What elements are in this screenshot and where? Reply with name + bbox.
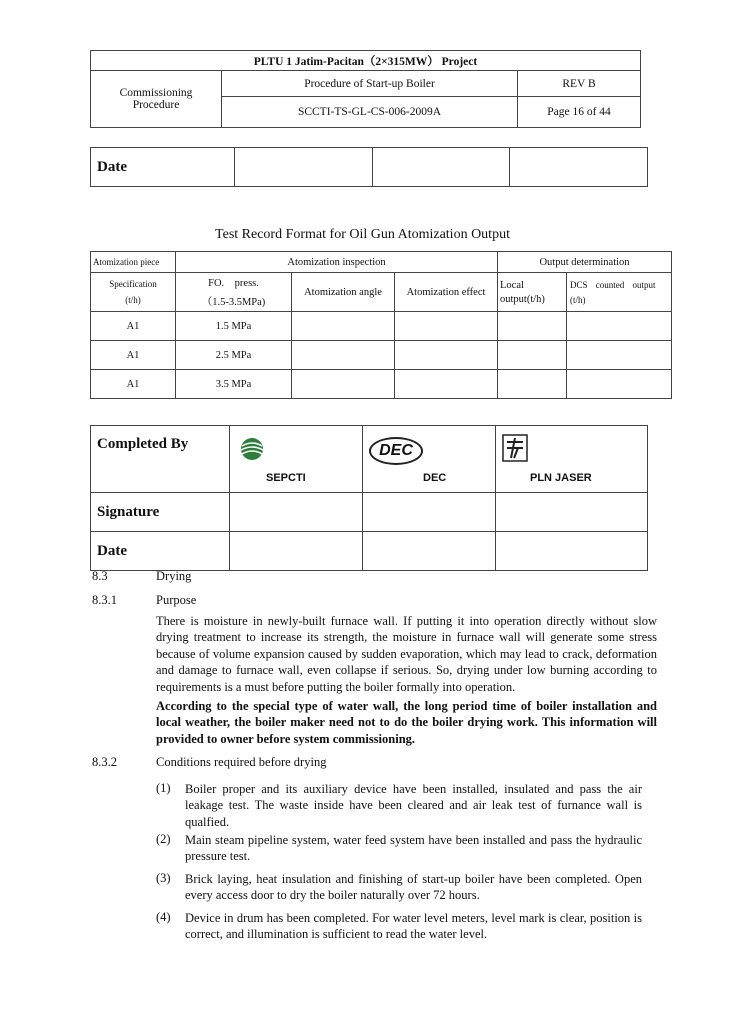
revision: REV B — [518, 71, 641, 97]
section-8-3-2-number: 8.3.2 — [92, 755, 117, 769]
col-atomization-inspection: Atomization inspection — [176, 252, 498, 273]
signoff-table — [90, 425, 648, 571]
drying-note-paragraph: According to the special type of water wall, the long period time of boiler installation and local weather, the boiler maker need not to do the boiler drying work. This information will provided to owner before system commissioning. — [156, 699, 657, 746]
signature-cell-2 — [363, 493, 496, 532]
row-press: 1.5 MPa — [176, 312, 292, 341]
list-item: Boiler proper and its auxiliary device have been installed, insulated and pass the air leakage test. The waste inside have been cleared and air leak test of furnance wall is qualfied. — [185, 782, 642, 829]
row-local — [498, 341, 567, 370]
row-effect — [395, 312, 498, 341]
list-item: Brick laying, heat insulation and finishing of start-up boiler have been completed. Open every access door to dry the boiler naturally over 72 hours. — [185, 872, 642, 903]
dcs-label: DCS counted output — [570, 279, 656, 290]
col-dcs-output — [567, 273, 672, 312]
specification-unit: (t/h) — [125, 295, 141, 305]
row-spec: A1 — [91, 312, 176, 341]
signoff-date-cell-1 — [230, 532, 363, 571]
org-pln-cell — [496, 426, 648, 493]
row-dcs — [567, 312, 672, 341]
test-record-title: Test Record Format for Oil Gun Atomization Output — [215, 227, 510, 242]
date-box — [90, 147, 648, 187]
local-unit: output(t/h) — [500, 293, 545, 305]
col-atomization-piece: Atomization piece — [91, 252, 176, 273]
table-row — [91, 370, 672, 399]
list-item-number: (3) — [156, 871, 171, 885]
signoff-date-cell-2 — [363, 532, 496, 571]
org-dec: DEC — [423, 472, 447, 484]
row-effect — [395, 341, 498, 370]
row-angle — [292, 341, 395, 370]
dec-logo-icon: DEC — [369, 437, 423, 465]
col-specification — [91, 273, 176, 312]
row-press: 3.5 MPa — [176, 370, 292, 399]
test-record-table — [90, 251, 672, 399]
org-dec-cell — [363, 426, 496, 493]
org-sepcti-cell — [230, 426, 363, 493]
date-cell-2 — [372, 148, 510, 187]
commissioning-procedure-label: Commissioning Procedure — [91, 71, 222, 128]
date-label: Date — [91, 148, 235, 187]
row-spec: A1 — [91, 341, 176, 370]
signoff-date-label: Date — [91, 532, 230, 571]
section-8-3-number: 8.3 — [92, 569, 108, 583]
fo-press-label: FO. press. — [208, 278, 259, 289]
col-local-output — [498, 273, 567, 312]
signature-label: Signature — [91, 493, 230, 532]
signature-cell-1 — [230, 493, 363, 532]
list-item: Device in drum has been completed. For water level meters, level mark is clear, position is correct, and illumination is sufficient to read the water level. — [185, 911, 642, 942]
org-sepcti: SEPCTI — [266, 472, 306, 484]
row-press: 2.5 MPa — [176, 341, 292, 370]
row-angle — [292, 312, 395, 341]
row-spec: A1 — [91, 370, 176, 399]
document-number: SCCTI-TS-GL-CS-006-2009A — [222, 97, 518, 128]
local-label: Local — [500, 279, 524, 291]
row-local — [498, 312, 567, 341]
row-angle — [292, 370, 395, 399]
project-title: PLTU 1 Jatim-Pacitan（2×315MW） Project — [91, 51, 641, 71]
col-output-determination: Output determination — [498, 252, 672, 273]
purpose-paragraph: There is moisture in newly-built furnace wall. If putting it into operation directly without slow drying treatment to increase its strength, the moisture in furnace wall will generate some stress because of volume expansion caused by sudden evaporation, which may lead to crack, deformation and damage to furnace wall, even collapse if serious. So, drying under low burning according to requirements is a must before putting the boiler formally into operation. — [156, 614, 657, 694]
document-header-table — [90, 50, 641, 128]
section-8-3-title: Drying — [156, 569, 192, 583]
row-effect — [395, 370, 498, 399]
page-number: Page 16 of 44 — [518, 97, 641, 128]
org-pln: PLN JASER — [530, 472, 592, 484]
col-atomization-angle: Atomization angle — [292, 273, 395, 312]
pln-logo-icon — [502, 434, 528, 462]
col-fo-press — [176, 273, 292, 312]
row-local — [498, 370, 567, 399]
section-8-3-1-title: Purpose — [156, 593, 197, 607]
list-item-number: (2) — [156, 832, 171, 846]
list-item-number: (1) — [156, 781, 171, 795]
dcs-unit: (t/h) — [570, 294, 586, 305]
table-row — [91, 312, 672, 341]
specification-label: Specification — [109, 279, 157, 289]
signoff-date-cell-3 — [496, 532, 648, 571]
procedure-title: Procedure of Start-up Boiler — [222, 71, 518, 97]
row-dcs — [567, 370, 672, 399]
sepcti-logo-icon — [238, 436, 266, 462]
date-cell-3 — [510, 148, 648, 187]
list-item-number: (4) — [156, 910, 171, 924]
list-item: Main steam pipeline system, water feed system have been installed and pass the hydraulic pressure test. — [185, 833, 642, 864]
section-8-3-2-title: Conditions required before drying — [156, 755, 327, 769]
completed-by-label: Completed By — [91, 426, 230, 493]
row-dcs — [567, 341, 672, 370]
table-row — [91, 341, 672, 370]
signature-cell-3 — [496, 493, 648, 532]
section-8-3-1-number: 8.3.1 — [92, 593, 117, 607]
fo-press-range: （1.5-3.5MPa) — [201, 297, 266, 308]
col-atomization-effect: Atomization effect — [395, 273, 498, 312]
date-cell-1 — [234, 148, 372, 187]
